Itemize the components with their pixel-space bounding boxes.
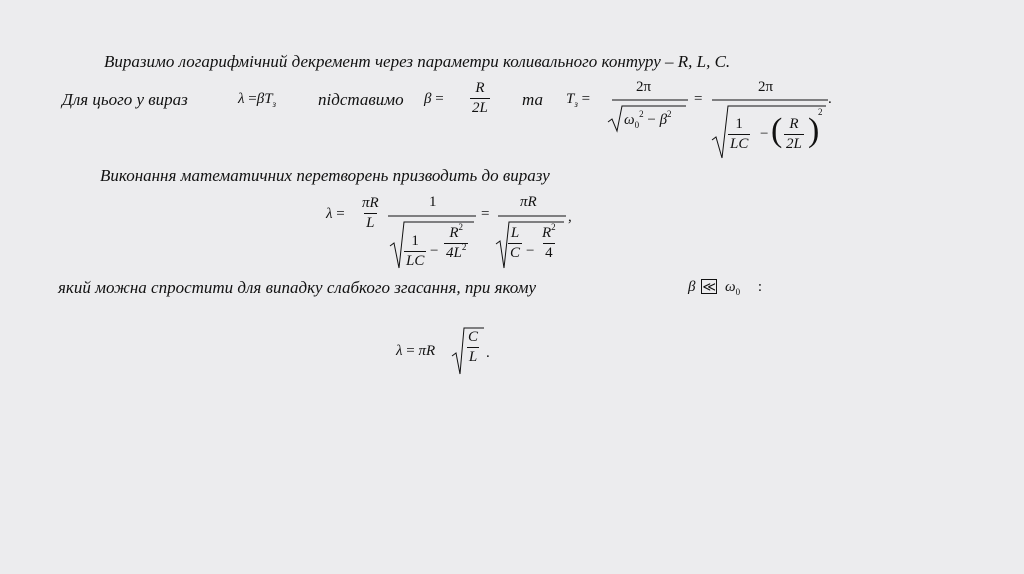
minus-3: −: [526, 243, 535, 259]
period-numerator-1: 2π: [636, 79, 652, 95]
formula-weak-damping-condition: β ≪ $\omega_0$ :: [688, 279, 762, 297]
pi-r-over-l: $\frac{\pi R}{L}$: [362, 195, 379, 231]
substitution-sentence-mid: підставимо: [318, 90, 404, 109]
weak-damping-sentence: який можна спростити для випадку слабкого згасання, при якому: [58, 278, 537, 297]
one-over-lc-1: $\frac{1}{LC}$: [730, 116, 749, 152]
period-numerator-2: 2π: [758, 79, 774, 95]
left-paren-1: (: [771, 112, 783, 149]
one-numerator: 1: [429, 194, 437, 210]
intro-sentence: Виразимо логарифмічний декремент через параметри коливального контуру – R, L, C.: [104, 52, 731, 71]
minus-1: −: [760, 126, 769, 142]
l-over-c: $\frac{L}{C}$: [510, 225, 521, 261]
and-word: та: [522, 90, 543, 109]
equals-3: =: [481, 206, 490, 222]
formula-beta: β =: [424, 91, 444, 107]
period-end-dot: .: [828, 91, 832, 107]
substitution-sentence-prefix: Для цього у вираз: [62, 90, 188, 109]
r-over-2l-paren: $\frac{R}{2L}$: [786, 116, 802, 152]
formula-lambda-beta-t: $\lambda =\beta T_з$: [238, 91, 277, 109]
period-denominator-1: $\omega_0^2 - \beta^2$: [624, 109, 672, 130]
fraction-r-over-2l: $\frac{R}{2L}$: [472, 80, 488, 116]
transformations-sentence: Виконання математичних перетворень призводить до виразу: [100, 166, 550, 185]
r2-over-4: $\frac{R^2}{4}$: [542, 222, 556, 261]
formula-period-lhs: $T_з$ =: [566, 91, 591, 109]
c-over-l: $\frac{C}{L}$: [468, 329, 479, 365]
r2-over-4l2: $\frac{R^2}{4L^2}$: [446, 222, 467, 261]
paren-square: 2: [818, 107, 823, 117]
pi-r-numerator: πR: [520, 194, 537, 210]
right-paren-1: ): [808, 112, 820, 149]
formula-lambda-2-lhs: λ =: [326, 206, 345, 222]
formula-2-comma: ,: [568, 209, 572, 225]
formula-final-dot: .: [486, 345, 490, 361]
period-equals-2: =: [694, 91, 703, 107]
formula-final-lhs: λ = πR: [396, 343, 436, 359]
one-over-lc-2: $\frac{1}{LC}$: [406, 233, 425, 269]
minus-2: −: [430, 243, 439, 259]
